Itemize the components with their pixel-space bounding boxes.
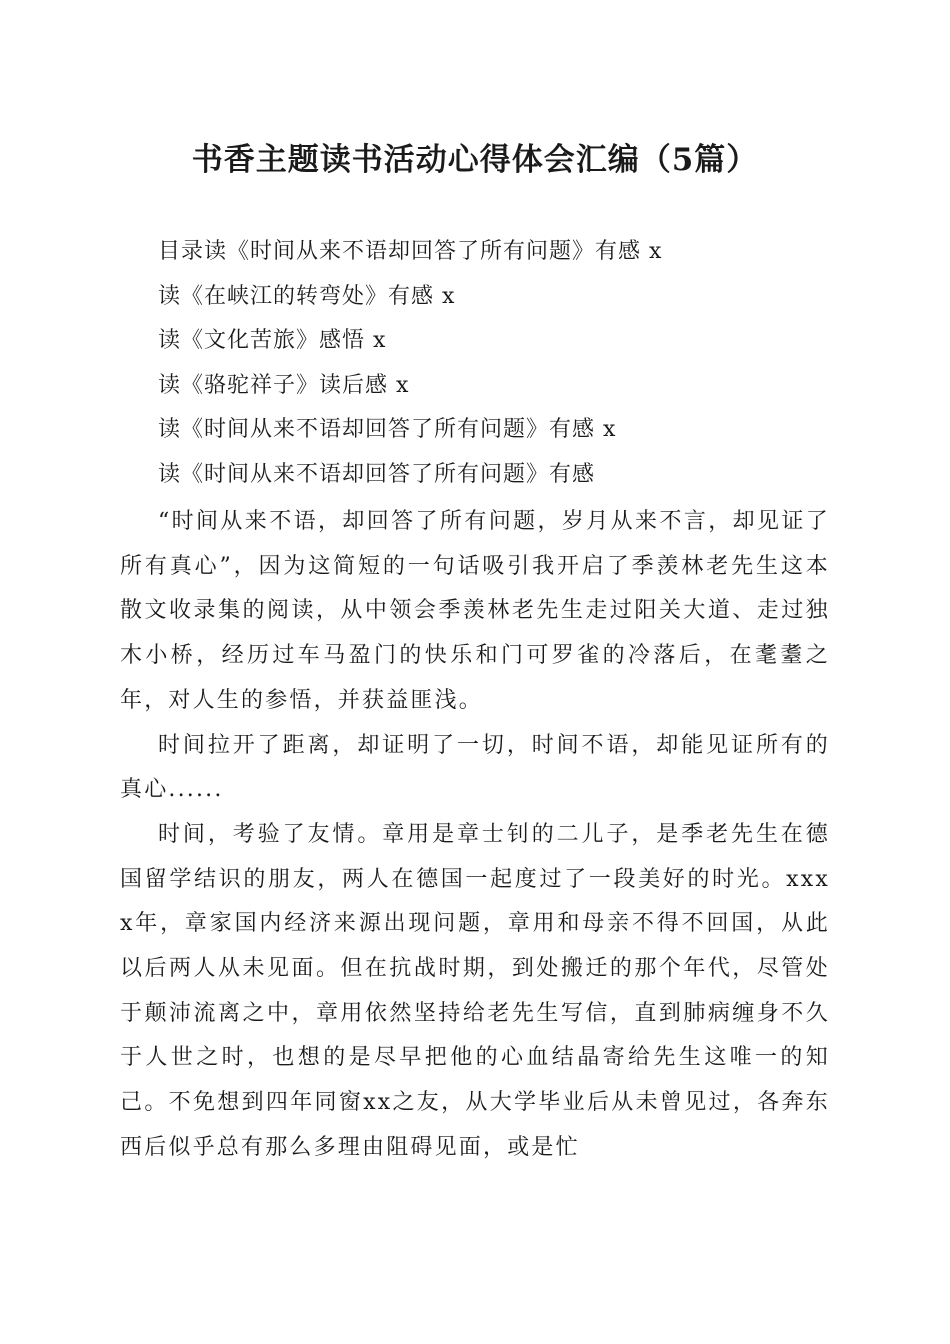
table-of-contents <box>158 230 838 497</box>
toc-item: 读《在峡江的转弯处》有感 x <box>158 283 456 309</box>
toc-item: 读《时间从来不语却回答了所有问题》有感 x <box>158 417 617 442</box>
toc-item: 目录读《时间从来不语却回答了所有问题》有感 x <box>158 239 663 264</box>
document-body <box>120 500 830 1171</box>
body-paragraph: “时间从来不语，却回答了所有问题，岁月从来不言，却见证了所有真心”，因为这简短的一句话吸引我开启了季羡林老先生这本散文收录集的阅读，从中领会季羡林老先生走过阳关大道、走过独木小桥，经历过车马盈门的快乐和门可罗雀的冷落后，在耄耋之年，对人生的参悟，并获益匪浅。 <box>120 509 830 713</box>
toc-item: 读《时间从来不语却回答了所有问题》有感 <box>158 461 596 487</box>
body-paragraph: 时间，考验了友情。章用是章士钊的二儿子，是季老先生在德国留学结识的朋友，两人在德国一起度过了一段美好的时光。xxxx年，章家国内经济来源出现问题，章用和母亲不得不回国，从此以后两人从未见面。但在抗战时期，到处搬迁的那个年代，尽管处于颠沛流离之中，章用依然坚持给老先生写信，直到肺病缠身不久于人世之时，也想的是尽早把他的心血结晶寄给先生这唯一的知己。不免想到四年同窗xx之友，从大学毕业后从未曾见过，各奔东西后似乎总有那么多理由阻碍见面，或是忙 <box>120 821 830 1160</box>
toc-item: 读《骆驼祥子》读后感 x <box>158 372 410 398</box>
body-paragraph: 时间拉开了距离，却证明了一切，时间不语，却能见证所有的真心...... <box>120 732 830 803</box>
document-title: 书香主题读书活动心得体会汇编（5篇） <box>191 142 759 178</box>
toc-item: 读《文化苦旅》感悟 x <box>158 328 387 353</box>
